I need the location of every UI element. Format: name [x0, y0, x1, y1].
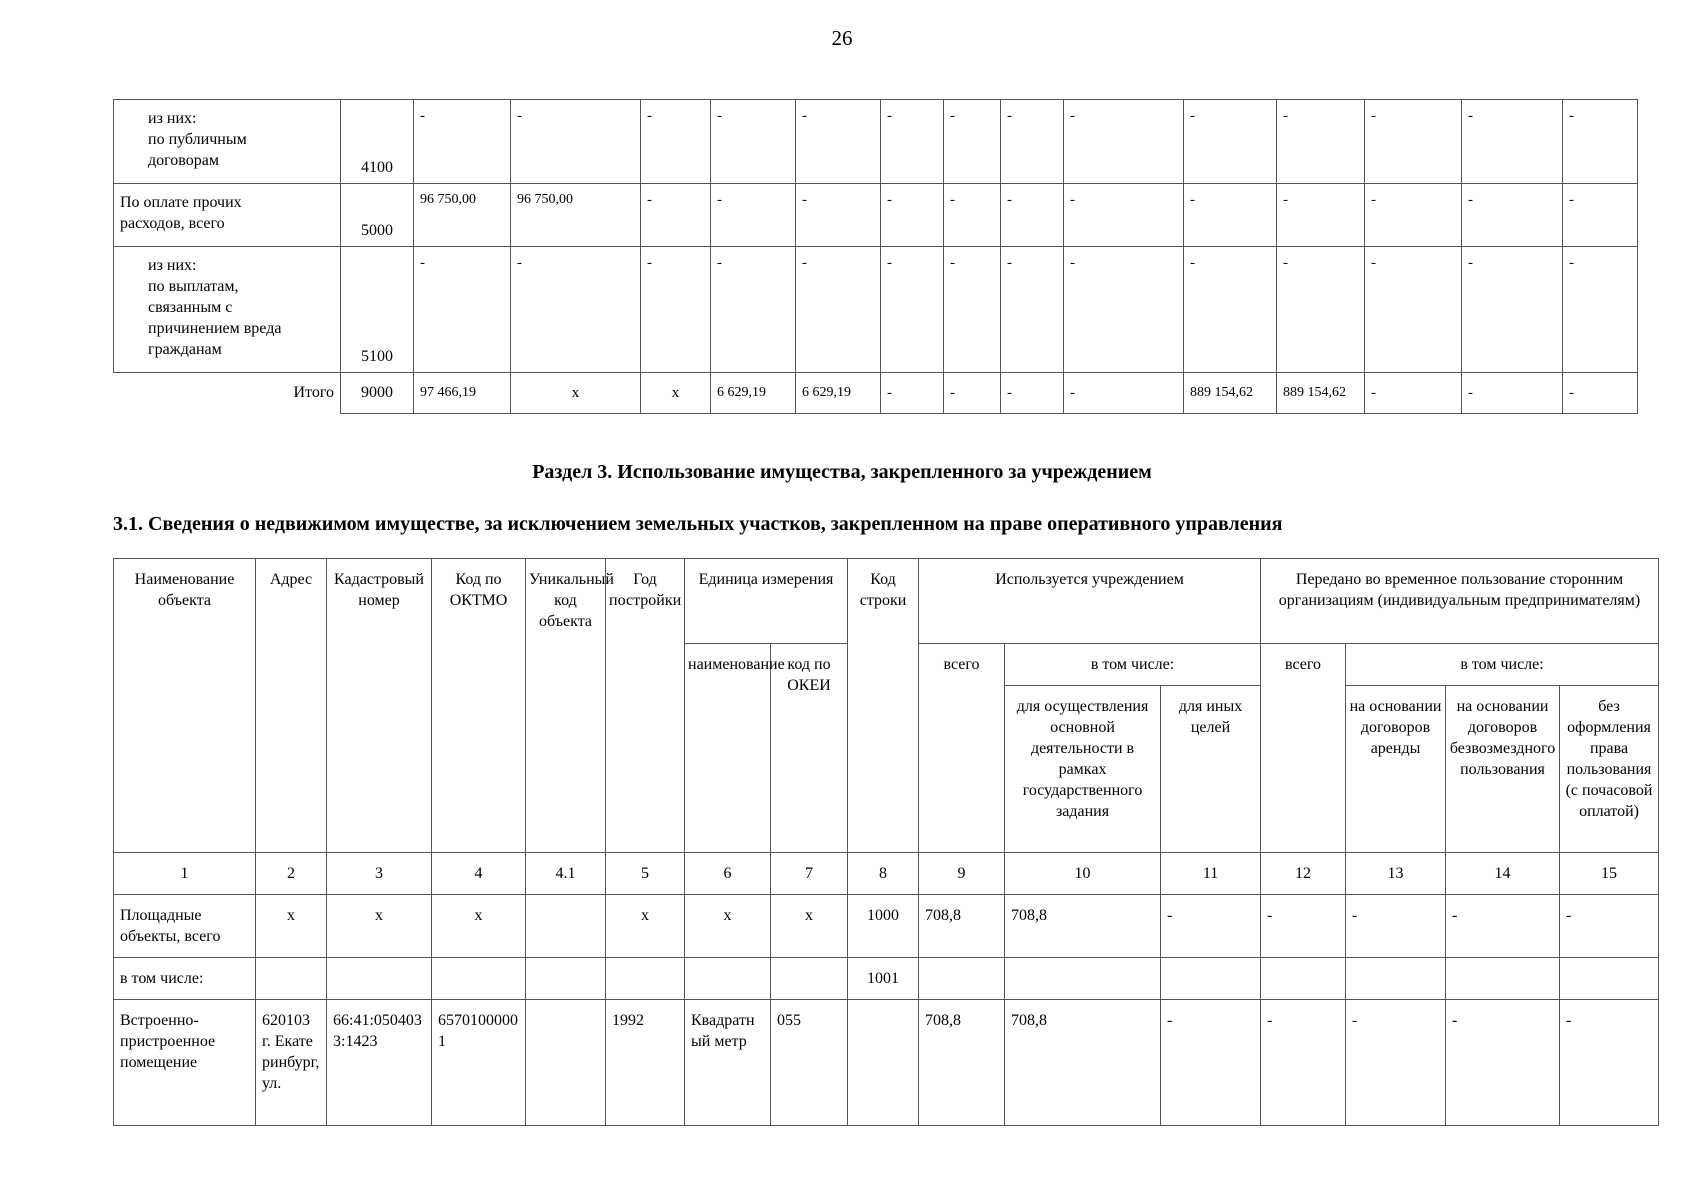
cell-no-formal: - — [1560, 895, 1659, 958]
cell: 96 750,00 — [414, 184, 511, 247]
header-cadastral: Кадастровый номер — [327, 559, 432, 853]
cell-free-use — [1446, 958, 1560, 1000]
cell: - — [944, 184, 1001, 247]
table-row — [114, 100, 1638, 184]
table-row — [114, 247, 1638, 373]
header-used-main: для осуществления основной деятельности в рамках государственного задания — [1005, 686, 1161, 853]
column-number: 2 — [256, 853, 327, 895]
cell-used-main: 708,8 — [1005, 1000, 1161, 1126]
cell: - — [1563, 247, 1638, 373]
header-transferred: Передано во временное пользование сторонним организациям (индивидуальным предпринимателям) — [1261, 559, 1659, 644]
cell-no-formal — [1560, 958, 1659, 1000]
cell-row-code: 1001 — [848, 958, 919, 1000]
cell: - — [511, 100, 641, 184]
section-title: Раздел 3. Использование имущества, закрепленного за учреждением — [532, 461, 1152, 483]
table-row — [114, 895, 1659, 958]
cell-no-formal: - — [1560, 1000, 1659, 1126]
cell: - — [796, 184, 881, 247]
page-number: 26 — [831, 26, 853, 50]
table-row-total — [114, 373, 1638, 414]
column-number: 4.1 — [526, 853, 606, 895]
row-code: 4100 — [341, 100, 414, 184]
cell: - — [1064, 373, 1184, 414]
real-estate-table — [113, 558, 1659, 1126]
cell-okei: x — [771, 895, 848, 958]
column-number: 3 — [327, 853, 432, 895]
cell: - — [1064, 100, 1184, 184]
cell: - — [1563, 184, 1638, 247]
cell-year: x — [606, 895, 685, 958]
cell: - — [641, 100, 711, 184]
header-unit-name: наименование — [685, 644, 771, 853]
cell-name: Площадные объекты, всего — [114, 895, 256, 958]
cell-used-other: - — [1161, 895, 1261, 958]
cell: - — [1001, 247, 1064, 373]
header-transferred-total: всего — [1261, 644, 1346, 853]
cell: 889 154,62 — [1184, 373, 1277, 414]
cell-year — [606, 958, 685, 1000]
cell-okei: 055 — [771, 1000, 848, 1126]
cell-used-total: 708,8 — [919, 895, 1005, 958]
column-number: 15 — [1560, 853, 1659, 895]
cell: - — [796, 247, 881, 373]
column-number: 13 — [1346, 853, 1446, 895]
cell-cadastral — [327, 958, 432, 1000]
cell-used-other: - — [1161, 1000, 1261, 1126]
header-lease: на основании договоров аренды — [1346, 686, 1446, 853]
cell: - — [1365, 100, 1462, 184]
cell-used-total: 708,8 — [919, 1000, 1005, 1126]
cell-row-code — [848, 1000, 919, 1126]
header-no-formal: без оформления права пользования (с почасовой оплатой) — [1560, 686, 1659, 853]
cell-free-use: - — [1446, 1000, 1560, 1126]
cell-address: 620103 г. Екатеринбург, ул. — [256, 1000, 327, 1126]
cell: - — [1184, 100, 1277, 184]
cell: 6 629,19 — [711, 373, 796, 414]
column-numbers-row — [114, 853, 1659, 895]
cell: - — [1462, 100, 1563, 184]
cell-address — [256, 958, 327, 1000]
column-number: 6 — [685, 853, 771, 895]
cell-used-other — [1161, 958, 1261, 1000]
cell-unit-name: Квадратный метр — [685, 1000, 771, 1126]
cell: - — [1184, 184, 1277, 247]
header-used-other: для иных целей — [1161, 686, 1261, 853]
cell: - — [1064, 247, 1184, 373]
cell-used-main — [1005, 958, 1161, 1000]
subsection-title: 3.1. Сведения о недвижимом имуществе, за исключением земельных участков, закрепленном на праве оперативного управления — [113, 513, 1283, 535]
cell: - — [1365, 373, 1462, 414]
cell: - — [1365, 184, 1462, 247]
cell: - — [1064, 184, 1184, 247]
cell: - — [711, 247, 796, 373]
cell: - — [1462, 184, 1563, 247]
column-number: 9 — [919, 853, 1005, 895]
header-name: Наименование объекта — [114, 559, 256, 853]
cell: x — [511, 373, 641, 414]
column-number: 12 — [1261, 853, 1346, 895]
cell: 97 466,19 — [414, 373, 511, 414]
header-free-use: на основании договоров безвозмездного пользования — [1446, 686, 1560, 853]
cell: - — [711, 100, 796, 184]
cell: - — [944, 373, 1001, 414]
cell: - — [414, 247, 511, 373]
cell-lease: - — [1346, 895, 1446, 958]
cell: - — [881, 373, 944, 414]
header-row-code: Код строки — [848, 559, 919, 853]
cell: - — [1365, 247, 1462, 373]
cell-lease — [1346, 958, 1446, 1000]
column-number: 8 — [848, 853, 919, 895]
table-row — [114, 1000, 1659, 1126]
cell: - — [641, 247, 711, 373]
cell: - — [711, 184, 796, 247]
column-number: 7 — [771, 853, 848, 895]
cell-name: в том числе: — [114, 958, 256, 1000]
table-row — [114, 958, 1659, 1000]
table-row — [114, 184, 1638, 247]
row-code: 5000 — [341, 184, 414, 247]
total-label: Итого — [114, 373, 341, 414]
payments-table — [113, 99, 1638, 414]
cell: - — [881, 100, 944, 184]
cell-transferred-total: - — [1261, 895, 1346, 958]
cell: x — [641, 373, 711, 414]
header-address: Адрес — [256, 559, 327, 853]
cell: - — [1462, 373, 1563, 414]
cell-unique-code — [526, 1000, 606, 1126]
cell-free-use: - — [1446, 895, 1560, 958]
row-code: 5100 — [341, 247, 414, 373]
header-used-incl: в том числе: — [1005, 644, 1261, 686]
row-code: 9000 — [341, 373, 414, 414]
column-number: 5 — [606, 853, 685, 895]
row-label: из них: по выплатам, связанным с причинением вреда гражданам — [114, 247, 341, 373]
column-number: 1 — [114, 853, 256, 895]
cell: - — [1462, 247, 1563, 373]
cell: - — [511, 247, 641, 373]
cell-row-code: 1000 — [848, 895, 919, 958]
column-number: 11 — [1161, 853, 1261, 895]
cell: - — [1184, 247, 1277, 373]
cell-name: Встроенно-пристроенное помещение — [114, 1000, 256, 1126]
cell: - — [414, 100, 511, 184]
row-label: из них: по публичным договорам — [114, 100, 341, 184]
cell-lease: - — [1346, 1000, 1446, 1126]
cell-used-total — [919, 958, 1005, 1000]
cell: - — [1277, 247, 1365, 373]
cell-unit-name: x — [685, 895, 771, 958]
cell: - — [1001, 184, 1064, 247]
cell: - — [1563, 373, 1638, 414]
cell: 889 154,62 — [1277, 373, 1365, 414]
cell: - — [1277, 184, 1365, 247]
cell: - — [944, 247, 1001, 373]
cell-unique-code — [526, 895, 606, 958]
header-okei: код по ОКЕИ — [771, 644, 848, 853]
cell-unique-code — [526, 958, 606, 1000]
cell-transferred-total: - — [1261, 1000, 1346, 1126]
cell-oktmo — [432, 958, 526, 1000]
column-number: 14 — [1446, 853, 1560, 895]
cell: 6 629,19 — [796, 373, 881, 414]
header-used: Используется учреждением — [919, 559, 1261, 644]
cell: - — [641, 184, 711, 247]
cell-cadastral: x — [327, 895, 432, 958]
cell-year: 1992 — [606, 1000, 685, 1126]
cell: - — [944, 100, 1001, 184]
cell-used-main: 708,8 — [1005, 895, 1161, 958]
column-number: 10 — [1005, 853, 1161, 895]
row-label: По оплате прочих расходов, всего — [114, 184, 341, 247]
cell: - — [881, 184, 944, 247]
cell: - — [1001, 100, 1064, 184]
cell: - — [1277, 100, 1365, 184]
cell-okei — [771, 958, 848, 1000]
header-year: Год постройки — [606, 559, 685, 853]
cell-oktmo: x — [432, 895, 526, 958]
cell-oktmo: 65701000001 — [432, 1000, 526, 1126]
header-oktmo: Код по ОКТМО — [432, 559, 526, 853]
header-unique-code: Уникальный код объекта — [526, 559, 606, 853]
cell-cadastral: 66:41:0504033:1423 — [327, 1000, 432, 1126]
header-unit: Единица измерения — [685, 559, 848, 644]
cell-transferred-total — [1261, 958, 1346, 1000]
cell-address: x — [256, 895, 327, 958]
cell: - — [1563, 100, 1638, 184]
header-transferred-incl: в том числе: — [1346, 644, 1659, 686]
cell-unit-name — [685, 958, 771, 1000]
header-used-total: всего — [919, 644, 1005, 853]
cell: - — [881, 247, 944, 373]
cell: - — [1001, 373, 1064, 414]
column-number: 4 — [432, 853, 526, 895]
cell: 96 750,00 — [511, 184, 641, 247]
cell: - — [796, 100, 881, 184]
